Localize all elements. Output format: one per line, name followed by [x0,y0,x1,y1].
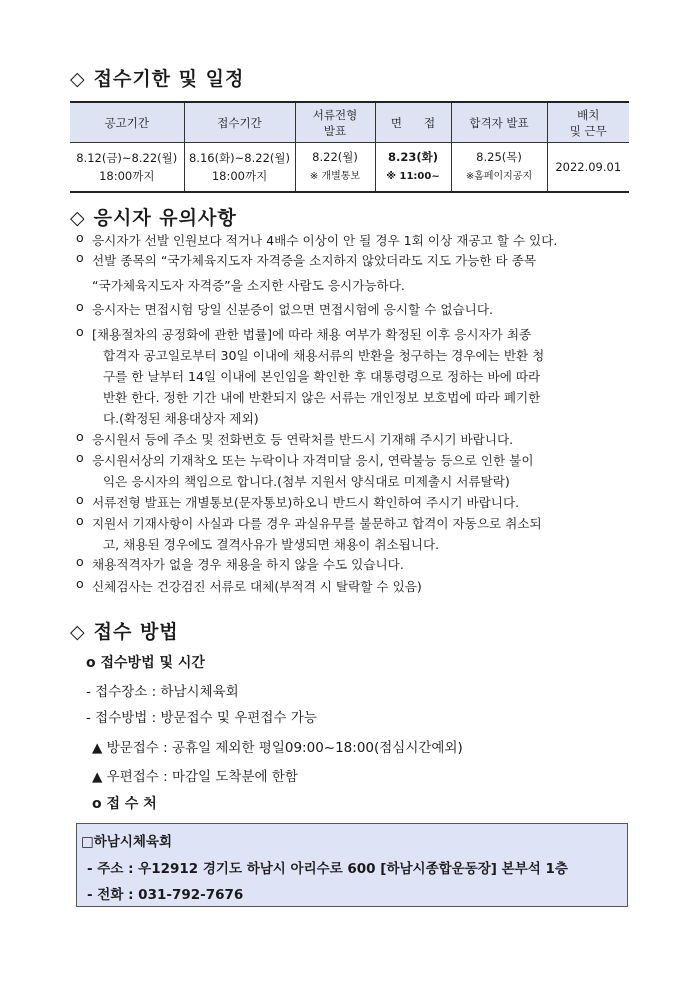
header-result-announcement: 합격자 발표 [451,102,547,143]
section-title-method: ◇ 접수 방법 [70,621,179,643]
header-placement: 배치 및 근무 [547,102,629,143]
note-line: [채용절차의 공정화에 관한 법률]에 따라 채용 여부가 확정된 이후 응시자가 최종 [92,327,532,342]
bullet-marker: o [76,576,84,591]
bullet-marker: o [76,299,84,314]
header-application-period: 접수기간 [184,102,295,143]
subheading-method-time: o 접수방법 및 시간 [86,655,205,671]
note-line: 응시자가 선발 인원보다 적거나 4배수 이상이 안 될 경우 1회 이상 재공고 할 수 있다. [92,233,558,248]
note-line: 서류전형 발표는 개별통보(문자통보)하오니 반드시 확인하여 주시기 바랍니다. [92,495,520,510]
bullet-marker: o [76,554,84,569]
note-line: “국가체육지도자 자격증”을 소지한 사람도 응시가능하다. [92,278,405,293]
header-document-screening: 서류전형 발표 [295,102,375,143]
note-line: 지원서 기재사항이 사실과 다를 경우 과실유무를 불문하고 합격이 자동으로 취소되 [92,516,542,531]
header-announcement-period: 공고기간 [70,102,184,143]
note-line: 구를 한 날부터 14일 이내에 본인임을 확인한 후 대통령령으로 정하는 바에 따라 [103,369,541,384]
contact-address: - 주소 : 우12912 경기도 하남시 아리수로 600 [하남시종합운동장] 본부석 1층 [87,861,568,877]
cell-interview: 8.23(화) ※ 11:00~ [375,143,451,193]
note-line: 응시자는 면접시험 당일 신분증이 없으면 면접시험에 응시할 수 없습니다. [92,302,493,317]
cell-placement: 2022.09.01 [547,143,629,193]
note-line: 응시원서 등에 주소 및 전화번호 등 연락처를 반드시 기재해 주시기 바랍니다. [92,432,514,447]
bullet-marker: o [76,324,84,339]
application-place: - 접수장소 : 하남시체육회 [86,684,239,700]
bullet-marker: o [76,429,84,444]
note-line: 합격자 공고일로부터 30일 이내에 채용서류의 반환을 청구하는 경우에는 반환 청 [103,348,545,363]
header-interview: 면 접 [375,102,451,143]
cell-application-period: 8.16(화)~8.22(월) 18:00까지 [184,143,295,193]
note-line: 신체검사는 건강검진 서류로 대체(부적격 시 탈락할 수 있음) [92,579,422,594]
cell-result-announcement: 8.25(목) ※홈페이지공지 [451,143,547,193]
note-line: 반환 한다. 정한 기간 내에 반환되지 않은 서류는 개인정보 보호법에 따라 폐기한 [103,390,541,405]
section-title-notes: ◇ 응시자 유의사항 [70,207,237,229]
bullet-marker: o [76,230,84,245]
cell-document-screening: 8.22(월) ※ 개별통보 [295,143,375,193]
note-line: 응시원서상의 기재착오 또는 누락이나 자격미달 응시, 연락불능 등으로 인한 불이 [92,453,534,468]
contact-org: □하남시체육회 [81,834,173,850]
note-line: 선발 종목의 “국가체육지도자 자격증을 소지하지 않았더라도 지도 가능한 타 종목 [92,253,537,268]
schedule-table [70,101,629,193]
post-application: ▲ 우편접수 : 마감일 도착분에 한함 [92,769,298,785]
note-line: 채용적격자가 없을 경우 채용을 하지 않을 수도 있습니다. [92,557,404,572]
visit-application: ▲ 방문접수 : 공휴일 제외한 평일09:00~18:00(점심시간예외) [92,740,463,756]
table-row [70,143,629,193]
bullet-marker: o [76,513,84,528]
note-line: 다.(확정된 채용대상자 제외) [103,411,259,426]
note-line: 고, 채용된 경우에도 결격사유가 발생되면 채용이 취소됩니다. [103,537,440,552]
contact-phone: - 전화 : 031-792-7676 [87,887,244,903]
note-line: 익은 응시자의 책임으로 합니다.(첨부 지원서 양식대로 미제출시 서류탈락) [103,474,510,489]
diamond-icon: ◇ [70,68,86,90]
cell-announcement-period: 8.12(금)~8.22(월) 18:00까지 [70,143,184,193]
subheading-office: o 접 수 처 [92,796,157,812]
diamond-icon: ◇ [70,621,86,643]
bullet-marker: o [76,492,84,507]
bullet-marker: o [76,450,84,465]
section-title-schedule: ◇ 접수기한 및 일정 [70,68,245,90]
table-header-row [70,102,629,143]
diamond-icon: ◇ [70,207,86,229]
application-method: - 접수방법 : 방문접수 및 우편접수 가능 [86,710,317,726]
bullet-marker: o [76,250,84,265]
contact-box [76,823,628,907]
